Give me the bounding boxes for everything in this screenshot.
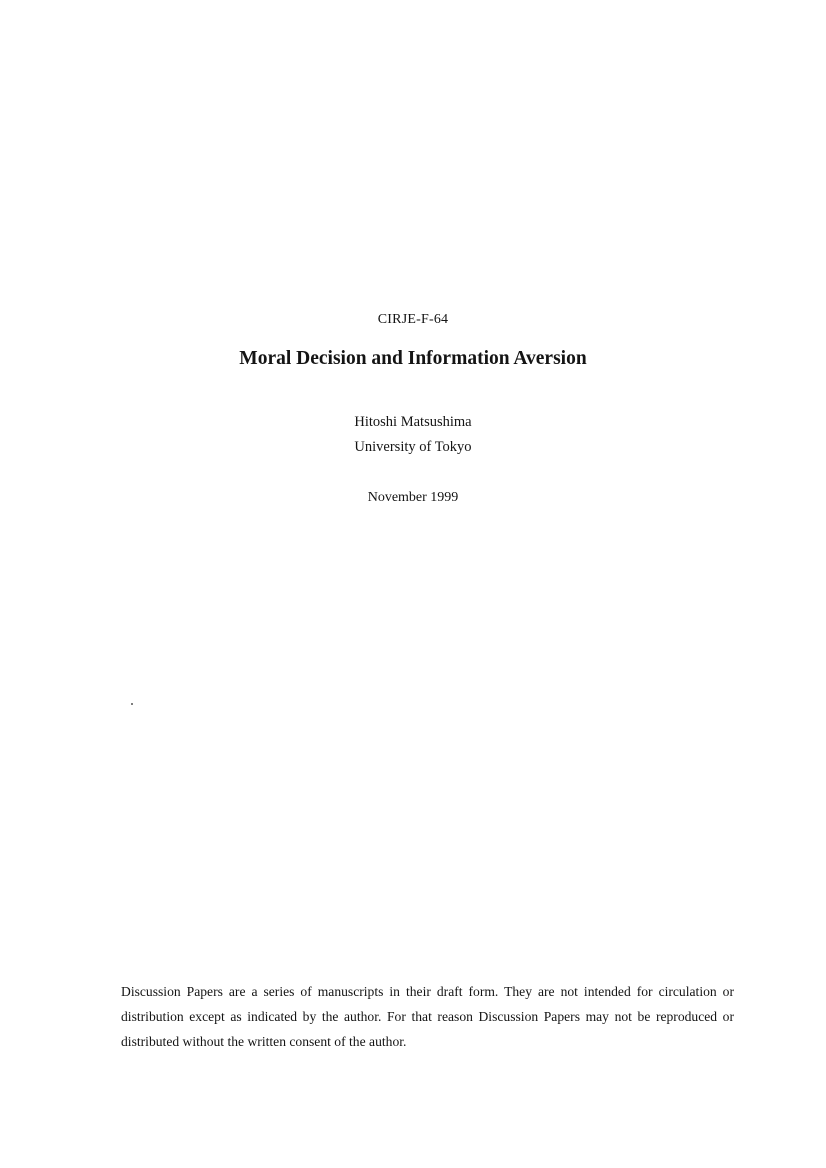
disclaimer-paragraph: Discussion Papers are a series of manuscripts in their draft form. They are not intended for circulation or distribution except as indicated by the author. For that reason Discussion Papers may not be reproduced or distributed without the written consent of the author. bbox=[121, 984, 734, 1049]
paper-id: CIRJE-F-64 bbox=[377, 312, 449, 327]
paper-title: Moral Decision and Information Aversion bbox=[239, 348, 587, 369]
scan-speck bbox=[131, 703, 133, 705]
publication-date: November 1999 bbox=[367, 490, 459, 505]
author-affiliation: University of Tokyo bbox=[354, 439, 472, 455]
author-name: Hitoshi Matsushima bbox=[354, 414, 472, 430]
